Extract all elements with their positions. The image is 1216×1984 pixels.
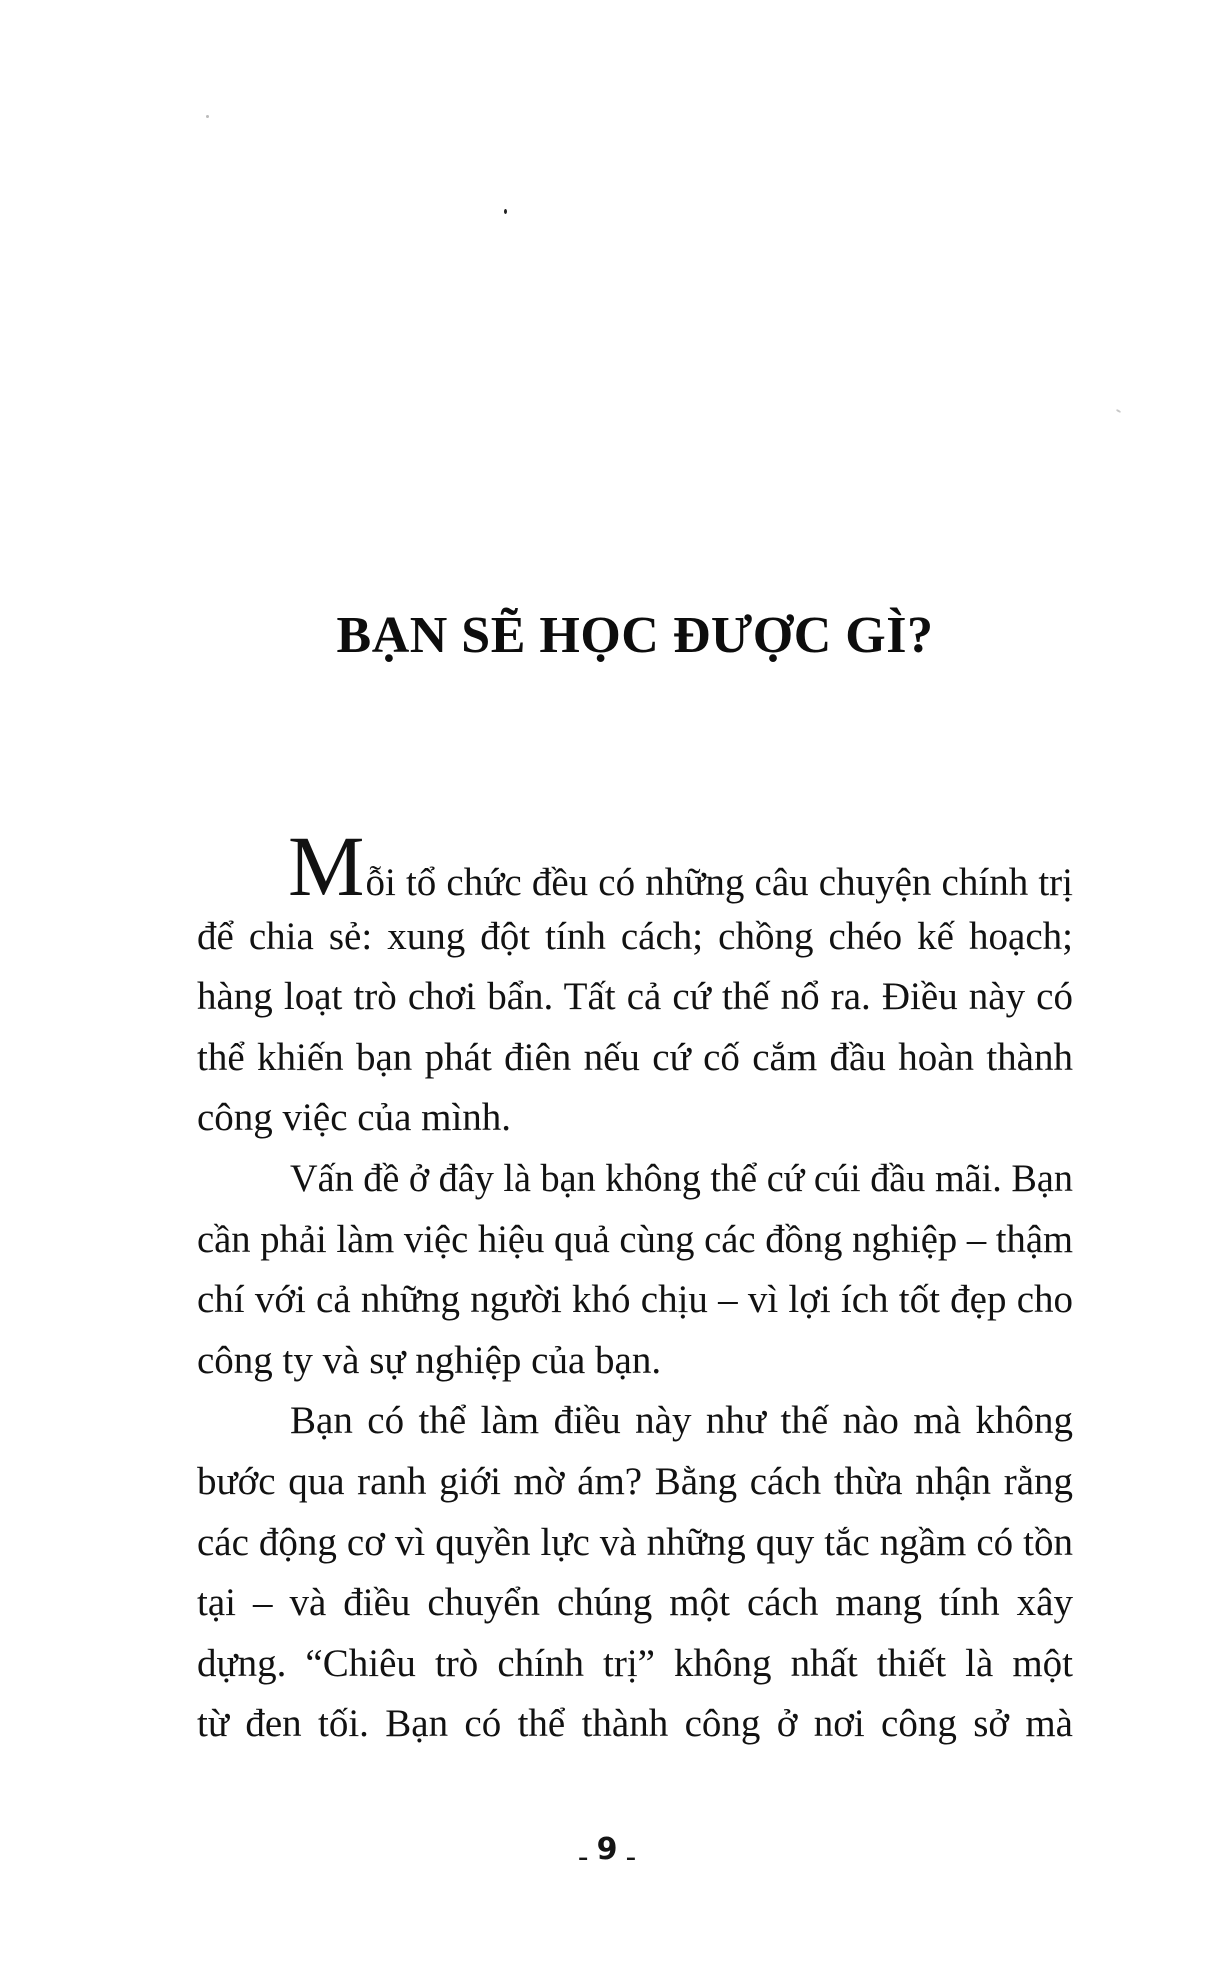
text-line <box>197 1210 1073 1271</box>
text-line: các động cơ vì quyền lực và những quy tắc ngầm có tồn <box>197 1520 1073 1564</box>
page-number-value: 9 <box>596 1832 620 1867</box>
text-line: dựng. “Chiêu trò chính trị” không nhất thiết là một <box>197 1641 1073 1685</box>
text-line: công ty và sự nghiệp của bạn. <box>197 1338 662 1382</box>
text-line <box>197 818 1073 914</box>
chapter-heading: BẠN SẼ HỌC ĐƯỢC GÌ? <box>336 606 934 664</box>
text-line-content: ỗi tổ chức đều có những câu chuyện chính trị <box>365 861 1073 904</box>
text-line: Bạn có thể làm điều này như thế nào mà không <box>290 1399 1073 1443</box>
body-text <box>197 818 1074 1755</box>
text-line: chí với cả những người khó chịu – vì lợi ích tốt đẹp cho <box>197 1278 1073 1322</box>
text-line: thể khiến bạn phát điên nếu cứ cố cắm đầu hoàn thành <box>197 1035 1073 1079</box>
paragraph-1 <box>197 818 1073 1149</box>
paragraph-3 <box>197 1391 1073 1755</box>
text-line <box>197 1149 1073 1210</box>
text-line: bước qua ranh giới mờ ám? Bằng cách thừa nhận rằng <box>197 1459 1073 1503</box>
text-line-fit: cần phải làm việc hiệu quả cùng các đồng nghiệp – thậm <box>197 1217 1074 1261</box>
text-line: tại – và điều chuyển chúng một cách mang tính xây <box>197 1581 1073 1625</box>
paragraph-2 <box>197 1149 1073 1391</box>
drop-cap: M <box>288 818 365 914</box>
scan-speck <box>1116 409 1121 413</box>
page-number <box>0 1832 1216 1875</box>
scan-speck <box>504 209 507 214</box>
text-line-fit: Vấn đề ở đây là bạn không thể cứ cúi đầu mãi. Bạn <box>290 1156 1073 1200</box>
text-line: hàng loạt trò chơi bẩn. Tất cả cứ thế nổ ra. Điều này có <box>197 975 1073 1019</box>
page-number-dash-right: - <box>625 1840 639 1875</box>
text-line: công việc của mình. <box>197 1096 512 1140</box>
text-line: để chia sẻ: xung đột tính cách; chồng chéo kế hoạch; <box>197 914 1073 958</box>
scan-speck <box>206 115 209 118</box>
page-number-dash-left: - <box>577 1840 591 1875</box>
text-line: từ đen tối. Bạn có thể thành công ở nơi công sở mà <box>197 1702 1073 1746</box>
